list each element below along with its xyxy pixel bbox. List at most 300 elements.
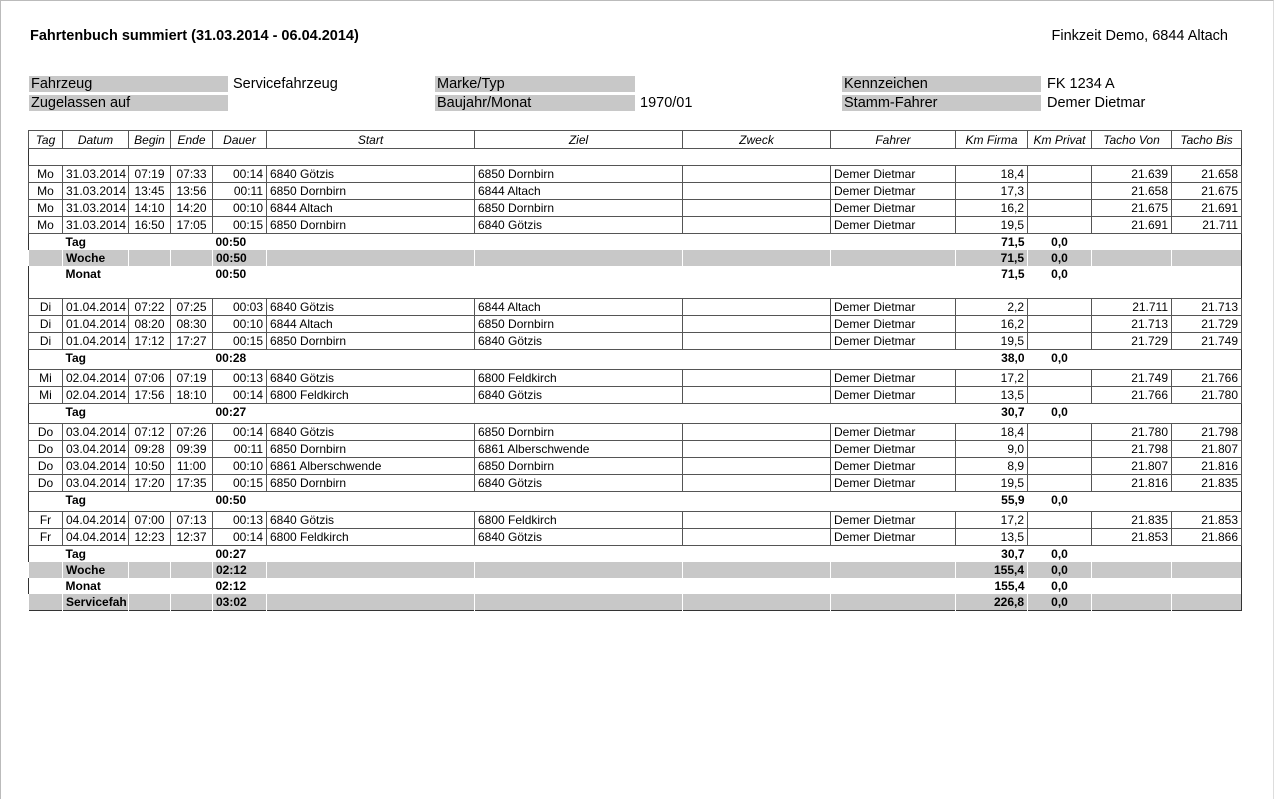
cell-km-firma: 13,5 (956, 529, 1028, 546)
cell-fahrer: Demer Dietmar (831, 512, 956, 529)
cell-tacho-bis: 21.713 (1172, 299, 1242, 316)
cell-ende: 07:33 (171, 166, 213, 183)
cell-ende: 13:56 (171, 183, 213, 200)
summary-row (29, 578, 1242, 594)
trip-row (29, 387, 1242, 404)
cell-km-firma: 17,2 (956, 512, 1028, 529)
summary-dauer: 00:28 (215, 351, 247, 365)
cell-ziel: 6861 Alberschwende (475, 441, 683, 458)
summary-label: Tag (65, 493, 86, 507)
summary-empty-cell (29, 546, 63, 563)
summary-empty-cell (1172, 266, 1242, 282)
summary-empty-cell (171, 546, 213, 563)
summary-empty-cell (267, 250, 475, 266)
summary-empty-cell (475, 546, 683, 563)
cell-zweck (683, 370, 831, 387)
cell-fahrer: Demer Dietmar (831, 183, 956, 200)
cell-dauer: 00:11 (213, 183, 267, 200)
cell-km-privat (1028, 475, 1092, 492)
cell-ende: 14:20 (171, 200, 213, 217)
summary-empty-cell (475, 350, 683, 367)
cell-start: 6840 Götzis (267, 299, 475, 316)
cell-begin: 10:50 (129, 458, 171, 475)
cell-begin: 07:19 (129, 166, 171, 183)
cell-begin: 07:12 (129, 424, 171, 441)
cell-datum: 04.04.2014 (63, 529, 129, 546)
cell-ende: 17:05 (171, 217, 213, 234)
summary-empty-cell (267, 404, 475, 421)
cell-dauer: 00:15 (213, 333, 267, 350)
cell-tacho-von: 21.691 (1092, 217, 1172, 234)
cell-fahrer: Demer Dietmar (831, 166, 956, 183)
summary-row (29, 234, 1242, 251)
cell-zweck (683, 299, 831, 316)
summary-km-firma: 155,4 (994, 579, 1025, 593)
summary-km-firma: 55,9 (1001, 493, 1025, 507)
cell-begin: 13:45 (129, 183, 171, 200)
cell-tacho-bis: 21.658 (1172, 166, 1242, 183)
trip-row (29, 200, 1242, 217)
summary-km-privat: 0,0 (1051, 547, 1068, 561)
col-header-tag: Tag (29, 131, 63, 149)
cell-ende: 07:25 (171, 299, 213, 316)
cell-km-firma: 19,5 (956, 333, 1028, 350)
summary-dauer: 00:50 (213, 250, 267, 266)
summary-empty-cell (831, 266, 956, 282)
cell-tacho-von: 21.711 (1092, 299, 1172, 316)
cell-km-firma: 18,4 (956, 166, 1028, 183)
trip-row (29, 441, 1242, 458)
cell-km-firma: 16,2 (956, 200, 1028, 217)
cell-dauer: 00:03 (213, 299, 267, 316)
cell-start: 6844 Altach (267, 200, 475, 217)
summary-km-privat: 0,0 (1051, 405, 1068, 419)
cell-fahrer: Demer Dietmar (831, 333, 956, 350)
cell-km-privat (1028, 458, 1092, 475)
kennzeichen-label: Kennzeichen (842, 76, 1041, 92)
summary-empty-cell (29, 266, 63, 282)
fahrzeug-label: Fahrzeug (29, 76, 228, 92)
cell-tag: Di (29, 299, 63, 316)
cell-ziel: 6844 Altach (475, 183, 683, 200)
summary-km-privat: 0,0 (1051, 493, 1068, 507)
trip-row (29, 166, 1242, 183)
cell-dauer: 00:14 (213, 424, 267, 441)
col-header-ziel: Ziel (475, 131, 683, 149)
summary-empty-cell (171, 594, 213, 611)
cell-zweck (683, 183, 831, 200)
cell-start: 6840 Götzis (267, 166, 475, 183)
cell-tacho-bis: 21.807 (1172, 441, 1242, 458)
summary-empty-cell (475, 404, 683, 421)
cell-datum: 01.04.2014 (63, 333, 129, 350)
summary-empty-cell (29, 562, 63, 578)
spacer-row (29, 282, 1242, 299)
summary-empty-cell (831, 546, 956, 563)
cell-ziel: 6840 Götzis (475, 217, 683, 234)
cell-zweck (683, 458, 831, 475)
cell-ziel: 6840 Götzis (475, 529, 683, 546)
cell-km-firma: 19,5 (956, 475, 1028, 492)
cell-dauer: 00:10 (213, 200, 267, 217)
cell-begin: 17:20 (129, 475, 171, 492)
summary-km-privat: 0,0 (1051, 267, 1068, 281)
summary-empty-cell (831, 492, 956, 509)
cell-km-privat (1028, 529, 1092, 546)
summary-empty-cell (831, 404, 956, 421)
trip-row (29, 217, 1242, 234)
cell-fahrer: Demer Dietmar (831, 217, 956, 234)
summary-empty-cell (831, 578, 956, 594)
summary-empty-cell (475, 234, 683, 251)
col-header-km-privat: Km Privat (1028, 131, 1092, 149)
summary-empty-cell (683, 546, 831, 563)
summary-empty-cell (1172, 546, 1242, 563)
summary-empty-cell (129, 266, 171, 282)
trip-row (29, 424, 1242, 441)
summary-dauer: 02:12 (213, 562, 267, 578)
cell-ziel: 6850 Dornbirn (475, 200, 683, 217)
cell-zweck (683, 200, 831, 217)
spacer-cell (29, 282, 1242, 299)
cell-tacho-bis: 21.711 (1172, 217, 1242, 234)
summary-row (29, 492, 1242, 509)
cell-fahrer: Demer Dietmar (831, 529, 956, 546)
cell-fahrer: Demer Dietmar (831, 370, 956, 387)
summary-empty-cell (171, 234, 213, 251)
cell-tacho-bis: 21.816 (1172, 458, 1242, 475)
cell-dauer: 00:11 (213, 441, 267, 458)
summary-empty-cell (1092, 266, 1172, 282)
summary-empty-cell (171, 578, 213, 594)
cell-zweck (683, 316, 831, 333)
summary-row (29, 594, 1242, 611)
trip-row (29, 512, 1242, 529)
cell-tacho-von: 21.798 (1092, 441, 1172, 458)
cell-km-firma: 18,4 (956, 424, 1028, 441)
cell-tacho-bis: 21.835 (1172, 475, 1242, 492)
summary-empty-cell (29, 578, 63, 594)
summary-row (29, 250, 1242, 266)
summary-km-firma: 30,7 (1001, 405, 1025, 419)
cell-km-privat (1028, 316, 1092, 333)
summary-empty-cell (475, 594, 683, 611)
summary-empty-cell (29, 350, 63, 367)
cell-km-privat (1028, 424, 1092, 441)
summary-empty-cell (267, 546, 475, 563)
cell-km-privat (1028, 166, 1092, 183)
cell-tacho-von: 21.675 (1092, 200, 1172, 217)
summary-km-firma: 155,4 (956, 562, 1028, 578)
cell-begin: 12:23 (129, 529, 171, 546)
summary-empty-cell (171, 250, 213, 266)
cell-start: 6861 Alberschwende (267, 458, 475, 475)
cell-datum: 03.04.2014 (63, 475, 129, 492)
cell-tacho-von: 21.766 (1092, 387, 1172, 404)
summary-empty-cell (171, 562, 213, 578)
summary-empty-cell (831, 594, 956, 611)
cell-tacho-bis: 21.675 (1172, 183, 1242, 200)
col-header-ende: Ende (171, 131, 213, 149)
summary-empty-cell (267, 266, 475, 282)
summary-km-firma: 71,5 (956, 250, 1028, 266)
cell-km-privat (1028, 512, 1092, 529)
cell-ziel: 6840 Götzis (475, 387, 683, 404)
cell-tag: Do (29, 424, 63, 441)
cell-dauer: 00:14 (213, 529, 267, 546)
cell-tag: Mo (29, 183, 63, 200)
summary-empty-cell (831, 350, 956, 367)
summary-row (29, 562, 1242, 578)
summary-empty-cell (1092, 562, 1172, 578)
cell-km-privat (1028, 299, 1092, 316)
cell-ziel: 6800 Feldkirch (475, 370, 683, 387)
summary-dauer: 02:12 (215, 579, 247, 593)
baujahr-value: 1970/01 (640, 95, 693, 111)
cell-km-firma: 13,5 (956, 387, 1028, 404)
cell-tag: Di (29, 333, 63, 350)
col-header-tacho-bis: Tacho Bis (1172, 131, 1242, 149)
cell-ziel: 6840 Götzis (475, 333, 683, 350)
summary-empty-cell (1172, 350, 1242, 367)
cell-km-privat (1028, 370, 1092, 387)
cell-start: 6850 Dornbirn (267, 441, 475, 458)
summary-empty-cell (1172, 404, 1242, 421)
cell-start: 6840 Götzis (267, 370, 475, 387)
cell-dauer: 00:14 (213, 166, 267, 183)
summary-empty-cell (475, 250, 683, 266)
col-header-dauer: Dauer (213, 131, 267, 149)
cell-tacho-von: 21.853 (1092, 529, 1172, 546)
cell-tacho-von: 21.835 (1092, 512, 1172, 529)
summary-label: Tag (65, 547, 86, 561)
cell-ziel: 6850 Dornbirn (475, 166, 683, 183)
summary-empty-cell (129, 492, 171, 509)
cell-start: 6800 Feldkirch (267, 529, 475, 546)
company-name: Finkzeit Demo, 6844 Altach (1051, 28, 1228, 44)
cell-fahrer: Demer Dietmar (831, 200, 956, 217)
cell-ziel: 6840 Götzis (475, 475, 683, 492)
cell-ende: 08:30 (171, 316, 213, 333)
summary-empty-cell (475, 266, 683, 282)
cell-start: 6840 Götzis (267, 512, 475, 529)
cell-begin: 17:12 (129, 333, 171, 350)
fahrzeug-value: Servicefahrzeug (233, 76, 338, 92)
summary-empty-cell (267, 578, 475, 594)
summary-dauer: 00:27 (215, 547, 247, 561)
cell-tacho-bis: 21.780 (1172, 387, 1242, 404)
cell-ziel: 6850 Dornbirn (475, 424, 683, 441)
summary-empty-cell (683, 404, 831, 421)
cell-tag: Do (29, 458, 63, 475)
cell-ziel: 6844 Altach (475, 299, 683, 316)
cell-tacho-bis: 21.853 (1172, 512, 1242, 529)
summary-empty-cell (267, 350, 475, 367)
cell-tag: Di (29, 316, 63, 333)
col-header-start: Start (267, 131, 475, 149)
cell-begin: 09:28 (129, 441, 171, 458)
summary-row (29, 546, 1242, 563)
cell-ende: 12:37 (171, 529, 213, 546)
cell-tag: Fr (29, 512, 63, 529)
summary-empty-cell (475, 562, 683, 578)
table-body (29, 149, 1242, 611)
trip-row (29, 316, 1242, 333)
summary-empty-cell (29, 492, 63, 509)
summary-empty-cell (683, 594, 831, 611)
cell-begin: 07:22 (129, 299, 171, 316)
summary-row (29, 266, 1242, 282)
col-header-fahrer: Fahrer (831, 131, 956, 149)
cell-tag: Mo (29, 217, 63, 234)
cell-tag: Fr (29, 529, 63, 546)
cell-start: 6840 Götzis (267, 424, 475, 441)
baujahr-label: Baujahr/Monat (435, 95, 635, 111)
cell-zweck (683, 441, 831, 458)
summary-empty-cell (1092, 234, 1172, 251)
cell-ende: 07:13 (171, 512, 213, 529)
spacer-row (29, 149, 1242, 166)
cell-km-firma: 16,2 (956, 316, 1028, 333)
cell-ziel: 6850 Dornbirn (475, 316, 683, 333)
summary-empty-cell (1172, 234, 1242, 251)
summary-empty-cell (683, 266, 831, 282)
summary-empty-cell (831, 234, 956, 251)
cell-tacho-bis: 21.729 (1172, 316, 1242, 333)
cell-fahrer: Demer Dietmar (831, 424, 956, 441)
cell-km-privat (1028, 387, 1092, 404)
summary-empty-cell (831, 250, 956, 266)
cell-km-firma: 2,2 (956, 299, 1028, 316)
summary-km-firma: 226,8 (956, 594, 1028, 611)
cell-km-firma: 8,9 (956, 458, 1028, 475)
summary-km-firma: 38,0 (1001, 351, 1025, 365)
cell-dauer: 00:14 (213, 387, 267, 404)
trip-row (29, 458, 1242, 475)
summary-row (29, 404, 1242, 421)
cell-start: 6800 Feldkirch (267, 387, 475, 404)
cell-dauer: 00:15 (213, 475, 267, 492)
cell-tacho-bis: 21.766 (1172, 370, 1242, 387)
summary-empty-cell (267, 492, 475, 509)
cell-start: 6850 Dornbirn (267, 217, 475, 234)
summary-empty-cell (683, 562, 831, 578)
cell-datum: 31.03.2014 (63, 200, 129, 217)
cell-datum: 01.04.2014 (63, 316, 129, 333)
cell-tacho-von: 21.807 (1092, 458, 1172, 475)
cell-datum: 03.04.2014 (63, 441, 129, 458)
col-header-datum: Datum (63, 131, 129, 149)
summary-empty-cell (171, 350, 213, 367)
cell-fahrer: Demer Dietmar (831, 316, 956, 333)
cell-datum: 31.03.2014 (63, 217, 129, 234)
summary-empty-cell (1172, 594, 1242, 611)
cell-dauer: 00:15 (213, 217, 267, 234)
summary-empty-cell (475, 492, 683, 509)
cell-ziel: 6850 Dornbirn (475, 458, 683, 475)
summary-empty-cell (129, 234, 171, 251)
cell-km-firma: 17,3 (956, 183, 1028, 200)
summary-empty-cell (129, 250, 171, 266)
col-header-km-firma: Km Firma (956, 131, 1028, 149)
cell-zweck (683, 475, 831, 492)
cell-tacho-von: 21.749 (1092, 370, 1172, 387)
summary-empty-cell (683, 492, 831, 509)
summary-km-privat: 0,0 (1051, 351, 1068, 365)
summary-empty-cell (683, 578, 831, 594)
summary-dauer: 00:27 (215, 405, 247, 419)
cell-begin: 17:56 (129, 387, 171, 404)
cell-datum: 01.04.2014 (63, 299, 129, 316)
cell-km-firma: 19,5 (956, 217, 1028, 234)
cell-begin: 07:06 (129, 370, 171, 387)
cell-datum: 31.03.2014 (63, 166, 129, 183)
stamm-fahrer-label: Stamm-Fahrer (842, 95, 1041, 111)
cell-tacho-bis: 21.866 (1172, 529, 1242, 546)
summary-empty-cell (831, 562, 956, 578)
cell-begin: 08:20 (129, 316, 171, 333)
summary-empty-cell (171, 266, 213, 282)
cell-datum: 03.04.2014 (63, 424, 129, 441)
cell-fahrer: Demer Dietmar (831, 458, 956, 475)
cell-datum: 31.03.2014 (63, 183, 129, 200)
summary-empty-cell (1172, 492, 1242, 509)
kennzeichen-value: FK 1234 A (1047, 76, 1115, 92)
cell-fahrer: Demer Dietmar (831, 299, 956, 316)
summary-empty-cell (475, 578, 683, 594)
summary-empty-cell (1092, 250, 1172, 266)
summary-km-privat: 0,0 (1028, 562, 1092, 578)
summary-empty-cell (29, 250, 63, 266)
cell-ende: 07:26 (171, 424, 213, 441)
cell-tag: Mi (29, 370, 63, 387)
summary-empty-cell (1172, 578, 1242, 594)
cell-tacho-von: 21.658 (1092, 183, 1172, 200)
summary-empty-cell (1092, 492, 1172, 509)
trip-row (29, 333, 1242, 350)
zugelassen-label: Zugelassen auf (29, 95, 228, 111)
cell-begin: 14:10 (129, 200, 171, 217)
cell-fahrer: Demer Dietmar (831, 387, 956, 404)
summary-label: Monat (65, 579, 101, 593)
cell-zweck (683, 424, 831, 441)
cell-zweck (683, 166, 831, 183)
cell-km-privat (1028, 333, 1092, 350)
trip-row (29, 529, 1242, 546)
summary-label: Servicefah (63, 594, 129, 611)
summary-empty-cell (1092, 404, 1172, 421)
summary-empty-cell (171, 492, 213, 509)
cell-tacho-bis: 21.749 (1172, 333, 1242, 350)
summary-km-privat: 0,0 (1028, 250, 1092, 266)
cell-ende: 17:27 (171, 333, 213, 350)
summary-empty-cell (1172, 250, 1242, 266)
summary-label: Tag (65, 351, 86, 365)
cell-zweck (683, 217, 831, 234)
summary-empty-cell (1092, 594, 1172, 611)
cell-zweck (683, 529, 831, 546)
summary-label: Tag (65, 235, 86, 249)
cell-datum: 04.04.2014 (63, 512, 129, 529)
cell-tag: Mo (29, 166, 63, 183)
col-header-tacho-von: Tacho Von (1092, 131, 1172, 149)
cell-dauer: 00:13 (213, 370, 267, 387)
cell-tacho-von: 21.713 (1092, 316, 1172, 333)
col-header-zweck: Zweck (683, 131, 831, 149)
cell-ende: 09:39 (171, 441, 213, 458)
cell-start: 6850 Dornbirn (267, 475, 475, 492)
cell-begin: 07:00 (129, 512, 171, 529)
